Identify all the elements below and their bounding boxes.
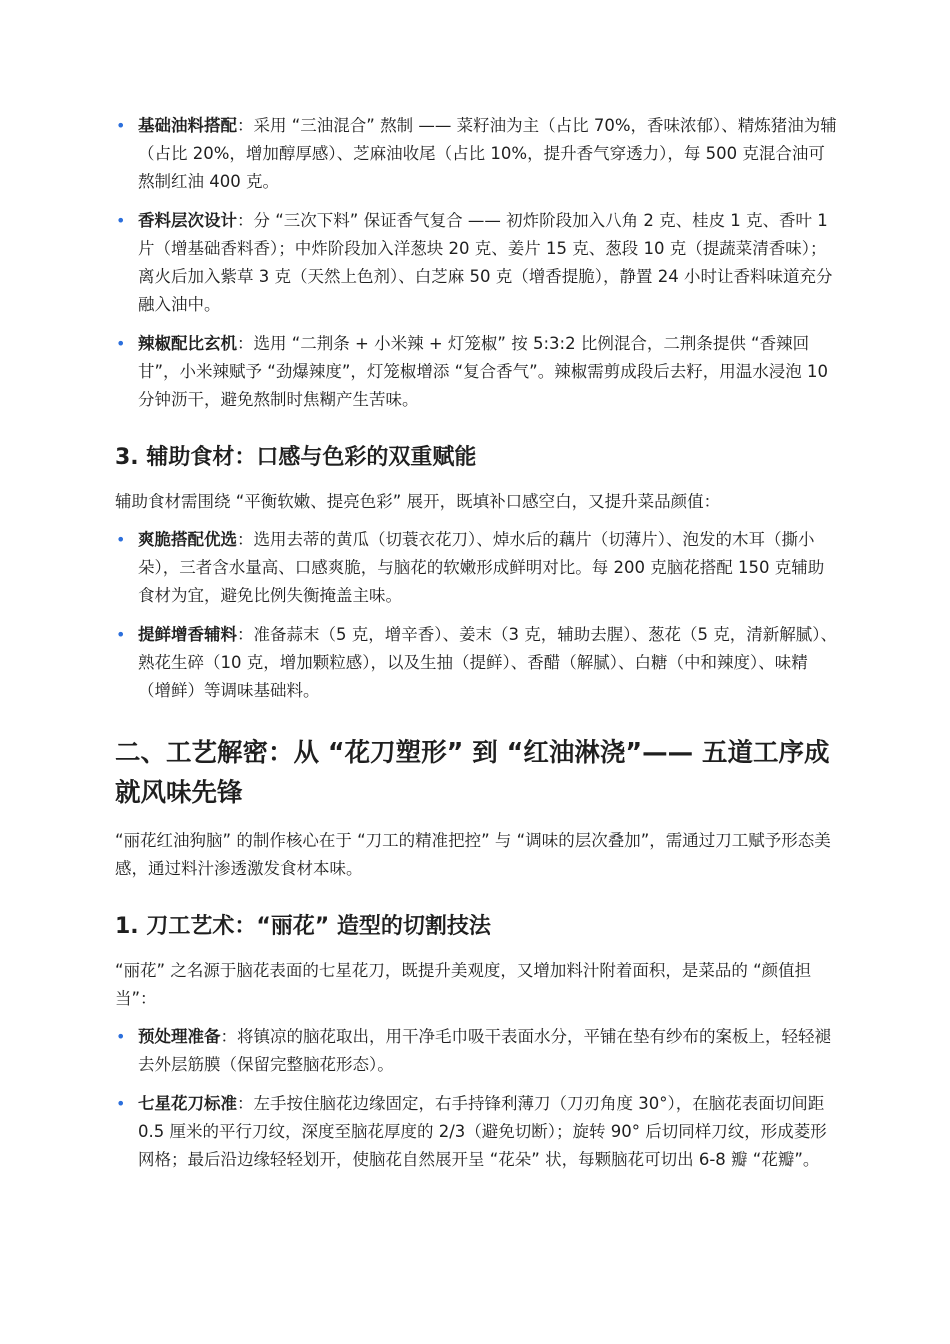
list-item xyxy=(115,526,838,610)
craft-intro: “丽花红油狗脑” 的制作核心在于 “刀工的精准把控” 与 “调味的层次叠加”，需通过刀工赋予形态美感，通过料汁渗透激发食材本味。 xyxy=(115,831,831,878)
bullet-icon: • xyxy=(116,334,126,353)
item-term: 基础油料搭配 xyxy=(138,116,237,135)
item-term: 香料层次设计 xyxy=(138,211,237,230)
item-term: 七星花刀标准 xyxy=(138,1094,237,1113)
item-text: ：选用去蒂的黄瓜（切蓑衣花刀）、焯水后的藕片（切薄片）、泡发的木耳（撕小朵），三者含水量高、口感爽脆，与脑花的软嫩形成鲜明对比。每 200 克脑花搭配 150 克辅助食材为宜，避免比例失衡掩盖主味。 xyxy=(138,530,825,605)
list-item xyxy=(115,621,838,705)
aux-intro: 辅助食材需围绕 “平衡软嫩、提亮色彩” 展开，既填补口感空白，又提升菜品颜值： xyxy=(115,492,721,511)
list-item xyxy=(115,207,838,319)
aux-heading: 3. 辅助食材：口感与色彩的双重赋能 xyxy=(115,445,477,470)
list-item xyxy=(115,330,838,414)
bullet-icon: • xyxy=(116,1027,126,1046)
craft-heading: 二、工艺解密：从 “花刀塑形” 到 “红油淋浇”—— 五道工序成就风味先锋 xyxy=(115,738,830,808)
knife-intro: “丽花” 之名源于脑花表面的七星花刀，既提升美观度，又增加料汁附着面积，是菜品的 “颜值担当”： xyxy=(115,961,812,1008)
oil-bullet-list xyxy=(115,112,838,414)
list-item xyxy=(115,112,838,196)
item-term: 提鲜增香辅料 xyxy=(138,625,237,644)
knife-heading: 1. 刀工艺术：“丽花” 造型的切割技法 xyxy=(115,914,491,939)
bullet-icon: • xyxy=(116,1094,126,1113)
aux-bullet-list xyxy=(115,526,838,705)
item-text: ：采用 “三油混合” 熬制 —— 菜籽油为主（占比 70%，香味浓郁）、精炼猪油为辅（占比 20%，增加醇厚感）、芝麻油收尾（占比 10%，提升香气穿透力），每 500 克混合油可熬制红油 400 克。 xyxy=(138,116,837,191)
item-text: ：准备蒜末（5 克，增辛香）、姜末（3 克，辅助去腥）、葱花（5 克，清新解腻）、熟花生碎（10 克，增加颗粒感），以及生抽（提鲜）、香醋（解腻）、白糖（中和辣度）、味精（增鲜）等调味基础料。 xyxy=(138,625,837,700)
list-item xyxy=(115,1090,838,1174)
bullet-icon: • xyxy=(116,211,126,230)
item-text: ：分 “三次下料” 保证香气复合 —— 初炸阶段加入八角 2 克、桂皮 1 克、香叶 1 片（增基础香料香）；中炸阶段加入洋葱块 20 克、姜片 15 克、葱段 10 克（提蔬菜清香味）；离火后加入紫草 3 克（天然上色剂）、白芝麻 50 克（增香提脆），静置 24 小时让香料味道充分融入油中。 xyxy=(138,211,833,314)
item-text: ：将镇凉的脑花取出，用干净毛巾吸干表面水分，平铺在垫有纱布的案板上，轻轻褪去外层筋膜（保留完整脑花形态）。 xyxy=(138,1027,831,1074)
knife-bullet-list xyxy=(115,1023,838,1174)
item-text: ：选用 “二荆条 + 小米辣 + 灯笼椒” 按 5:3:2 比例混合，二荆条提供 “香辣回甘”，小米辣赋予 “劲爆辣度”，灯笼椒增添 “复合香气”。辣椒需剪成段后去籽，用温水浸泡 10 分钟沥干，避免熬制时焦糊产生苦味。 xyxy=(138,334,828,409)
item-term: 爽脆搭配优选 xyxy=(138,530,237,549)
bullet-icon: • xyxy=(116,530,126,549)
bullet-icon: • xyxy=(116,116,126,135)
item-term: 预处理准备 xyxy=(138,1027,221,1046)
list-item xyxy=(115,1023,838,1079)
bullet-icon: • xyxy=(116,625,126,644)
item-text: ：左手按住脑花边缘固定，右手持锋利薄刀（刀刃角度 30°），在脑花表面切间距 0.5 厘米的平行刀纹，深度至脑花厚度的 2/3（避免切断）；旋转 90° 后切同样刀纹，形成菱形网格；最后沿边缘轻轻划开，使脑花自然展开呈 “花朵” 状，每颗脑花可切出 6-8 瓣 “花瓣”。 xyxy=(138,1094,827,1169)
item-term: 辣椒配比玄机 xyxy=(138,334,237,353)
